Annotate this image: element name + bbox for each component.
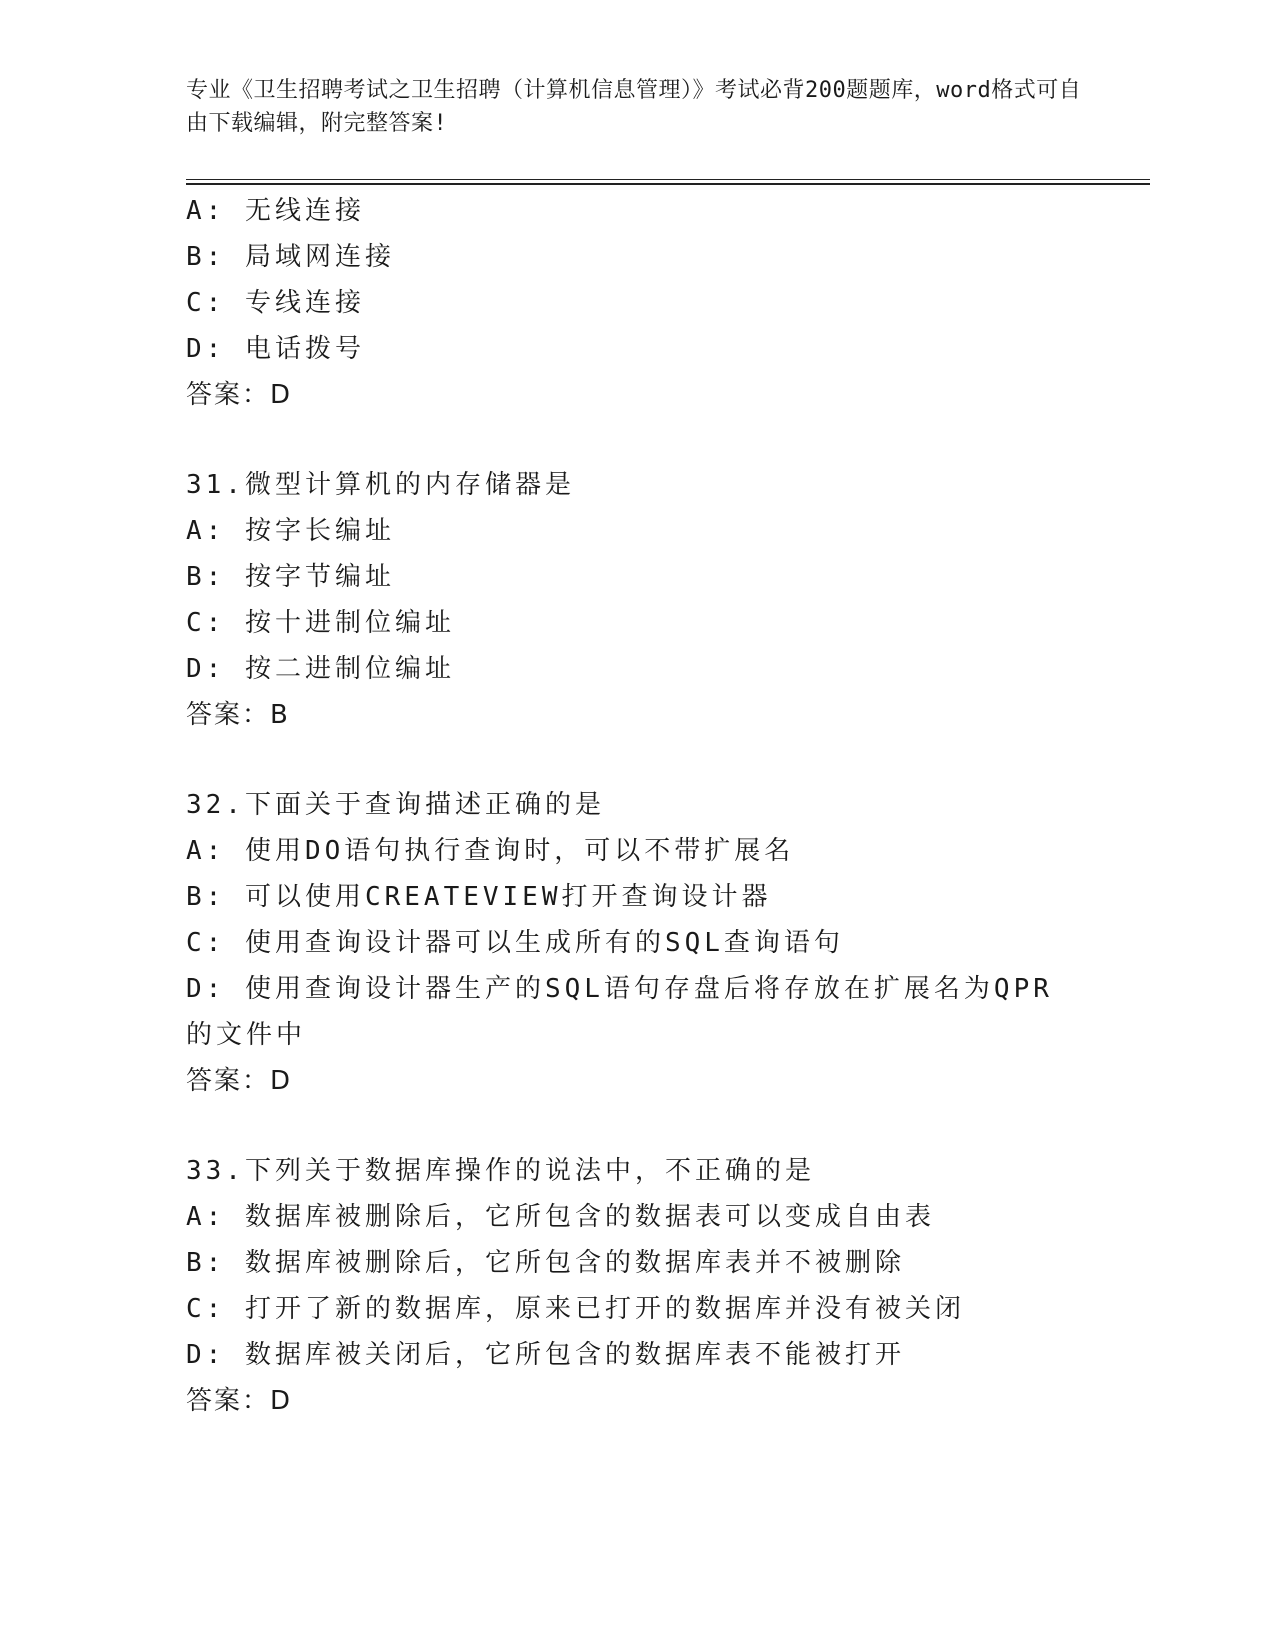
question-block	[186, 462, 1086, 738]
header-rule-thick	[186, 183, 1150, 185]
option-c: C: 按十进制位编址	[186, 608, 455, 638]
option-a: A: 无线连接	[186, 196, 365, 226]
question-title: 32.下面关于查询描述正确的是	[186, 790, 605, 820]
question-block	[186, 1148, 1086, 1424]
option-d: D: 使用查询设计器生产的SQL语句存盘后将存放在扩展名为QPR的文件中	[186, 974, 1053, 1050]
option-b: B: 按字节编址	[186, 562, 395, 592]
option-d: D: 电话拨号	[186, 334, 365, 364]
option-a: A: 使用DO语句执行查询时，可以不带扩展名	[186, 836, 795, 866]
option-a: A: 数据库被删除后，它所包含的数据表可以变成自由表	[186, 1202, 935, 1232]
question-list	[186, 188, 1086, 1424]
option-b: B: 局域网连接	[186, 242, 395, 272]
answer-line: 答案：D	[186, 1066, 293, 1096]
option-a: A: 按字长编址	[186, 516, 395, 546]
option-b: B: 数据库被删除后，它所包含的数据库表并不被删除	[186, 1248, 905, 1278]
option-b: B: 可以使用CREATEVIEW打开查询设计器	[186, 882, 772, 912]
document-header: 专业《卫生招聘考试之卫生招聘（计算机信息管理）》考试必背200题题库，word格式可自由下载编辑，附完整答案!	[186, 78, 1082, 136]
option-c: C: 专线连接	[186, 288, 365, 318]
question-block	[186, 782, 1086, 1104]
option-c: C: 打开了新的数据库，原来已打开的数据库并没有被关闭	[186, 1294, 965, 1324]
answer-line: 答案：B	[186, 700, 290, 730]
header-rule-thin	[186, 179, 1150, 180]
option-d: D: 数据库被关闭后，它所包含的数据库表不能被打开	[186, 1340, 905, 1370]
question-block	[186, 188, 1086, 418]
answer-line: 答案：D	[186, 380, 293, 410]
option-c: C: 使用查询设计器可以生成所有的SQL查询语句	[186, 928, 844, 958]
question-title: 33.下列关于数据库操作的说法中，不正确的是	[186, 1156, 815, 1186]
question-title: 31.微型计算机的内存储器是	[186, 470, 575, 500]
option-d: D: 按二进制位编址	[186, 654, 455, 684]
answer-line: 答案：D	[186, 1386, 293, 1416]
